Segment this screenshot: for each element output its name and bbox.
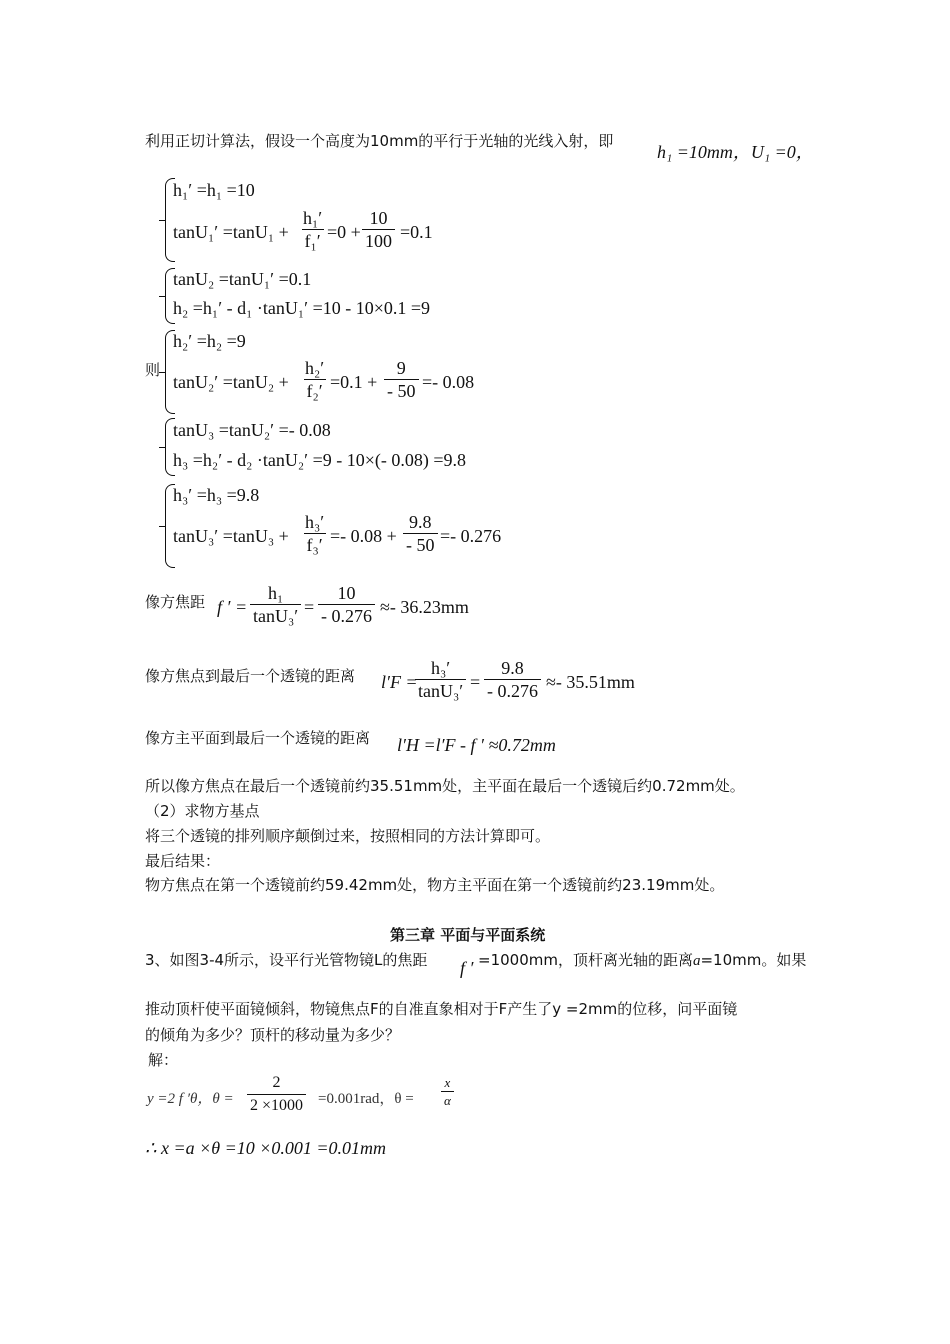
lf-lhs: l′F = — [381, 672, 418, 692]
focal-rhs: ≈- 36.23mm — [380, 597, 469, 617]
chapter-title: 第三章 平面与平面系统 — [390, 926, 546, 944]
eq-b3-line2-rhs: =- 0.08 — [422, 372, 475, 392]
fraction-b5-2 — [403, 512, 438, 555]
lf-fraction-2 — [484, 658, 541, 701]
ze-label: 则 — [145, 361, 161, 379]
lh-equation: l′H =l′F - f ′ ≈0.72mm — [397, 735, 556, 755]
problem-line1b-text: =1000mm，顶杆离光轴的距离 — [478, 951, 693, 969]
fraction-denominator: - 50 — [403, 533, 438, 555]
focal-label: 像方焦距 — [145, 593, 206, 611]
problem-line2: 推动顶杆使平面镜倾斜，物镜焦点F的自准直象相对于F产生了y =2mm的位移，问平面镜 — [145, 1000, 738, 1018]
paragraph-5: 物方焦点在第一个透镜前约59.42mm处，物方主平面在第一个透镜前约23.19mm处。 — [145, 876, 725, 894]
paragraph-4: 最后结果： — [145, 852, 221, 870]
solution-line1b: =0.001rad，θ = — [318, 1091, 414, 1107]
fraction-b5-1 — [302, 512, 327, 555]
intro-equation: h₁ =10mm，U₁ =0， — [657, 142, 814, 162]
fraction-numerator: 9.8 — [409, 512, 432, 532]
eq-b3-line1: h₂′ =h₂ =9 — [173, 331, 246, 351]
fraction-denominator: - 0.276 — [318, 604, 375, 626]
eq-b5-line2-mid: =- 0.08 + — [330, 526, 397, 546]
problem-line3: 的倾角为多少？顶杆的移动量为多少？ — [145, 1026, 401, 1044]
problem-line1a: 3、如图3-4所示，设平行光管物镜L的焦距 — [145, 951, 428, 969]
paragraph-3: 将三个透镜的排列顺序颠倒过来，按照相同的方法计算即可。 — [145, 827, 551, 845]
focal-fraction-2 — [318, 583, 375, 626]
fraction-denominator: 2 ×1000 — [247, 1094, 306, 1116]
eq-b1-line1: h₁′ =h₁ =10 — [173, 180, 255, 200]
intro-text: 利用正切计算法，假设一个高度为10mm的平行于光轴的光线入射，即 — [145, 132, 614, 150]
fraction-denominator: α — [441, 1091, 454, 1108]
eq-b3-line2-mid: =0.1 + — [330, 372, 378, 392]
eq-b4-line1: tanU₃ =tanU₂′ =- 0.08 — [173, 420, 331, 440]
solution-line2: ∴ x =a ×θ =10 ×0.001 =0.01mm — [145, 1138, 387, 1158]
fraction-denominator: tanU₃′ — [250, 604, 301, 626]
lf-label: 像方焦点到最后一个透镜的距离 — [145, 667, 356, 685]
lf-fraction-1 — [415, 658, 466, 701]
focal-fraction-1 — [250, 583, 301, 626]
eq-b2-line1: tanU₂ =tanU₁′ =0.1 — [173, 269, 312, 289]
solution-fraction-1 — [247, 1073, 306, 1116]
fraction-numerator: 9 — [396, 358, 406, 378]
fraction-numerator: 2 — [272, 1074, 281, 1091]
eq-b4-line2: h₃ =h₂′ - d₂ ·tanU₂′ =9 - 10×(- 0.08) =9.8 — [173, 450, 467, 470]
fraction-numerator: 10 — [337, 583, 356, 603]
eq-b2-line2: h₂ =h₁′ - d₁ ·tanU₁′ =10 - 10×0.1 =9 — [173, 298, 431, 318]
fraction-denominator: f₃′ — [304, 533, 326, 555]
eq-b3-line2-lhs: tanU₂′ =tanU₂ + — [173, 372, 289, 392]
fraction-b1-1 — [300, 208, 325, 251]
eq-b1-line2-lhs: tanU₁′ =tanU₁ + — [173, 222, 289, 242]
fraction-denominator: f₁′ — [302, 229, 324, 251]
fraction-denominator: - 50 — [384, 379, 419, 401]
fraction-b3-2 — [384, 358, 419, 401]
fraction-denominator: f₂′ — [304, 379, 326, 401]
lf-rhs: ≈- 35.51mm — [546, 672, 635, 692]
fraction-b1-2 — [362, 208, 395, 251]
fraction-numerator: h₂′ — [305, 358, 325, 378]
solution-fraction-2 — [441, 1075, 454, 1108]
lh-label: 像方主平面到最后一个透镜的距离 — [145, 729, 371, 747]
problem-line1d-text: =10mm。如果 — [700, 951, 807, 969]
problem-focal-symbol: f ′ — [460, 958, 474, 978]
paragraph-2: （2）求物方基点 — [145, 802, 260, 820]
fraction-numerator: h₃′ — [305, 512, 325, 532]
fraction-numerator: x — [444, 1075, 451, 1090]
fraction-numerator: 9.8 — [501, 658, 524, 678]
eq-b1-line2-rhs: =0.1 — [400, 222, 433, 242]
fraction-numerator: 10 — [369, 208, 388, 228]
eq-b5-line1: h₃′ =h₃ =9.8 — [173, 485, 260, 505]
fraction-numerator: h₃′ — [430, 658, 451, 678]
eq-b5-line2-rhs: =- 0.276 — [440, 526, 502, 546]
solution-label: 解： — [148, 1051, 179, 1069]
eq-b5-line2-lhs: tanU₃′ =tanU₃ + — [173, 526, 289, 546]
fraction-numerator: h₁ — [267, 583, 284, 603]
fraction-denominator: 100 — [362, 229, 395, 251]
fraction-denominator: tanU₃′ — [415, 679, 466, 701]
paragraph-1: 所以像方焦点在最后一个透镜前约35.51mm处，主平面在最后一个透镜后约0.72mm处。 — [145, 777, 745, 795]
lf-eq: = — [470, 672, 481, 692]
solution-line1a: y =2 f ′θ，θ = — [147, 1091, 234, 1107]
fraction-numerator: h₁′ — [303, 208, 323, 228]
eq-b1-line2-mid: =0 + — [327, 222, 361, 242]
focal-lhs: f ′ = — [217, 597, 248, 617]
fraction-b3-1 — [302, 358, 327, 401]
fraction-denominator: - 0.276 — [484, 679, 541, 701]
problem-line1b — [478, 949, 806, 970]
problem-variable-a: a — [692, 953, 701, 969]
focal-eq: = — [304, 597, 315, 617]
